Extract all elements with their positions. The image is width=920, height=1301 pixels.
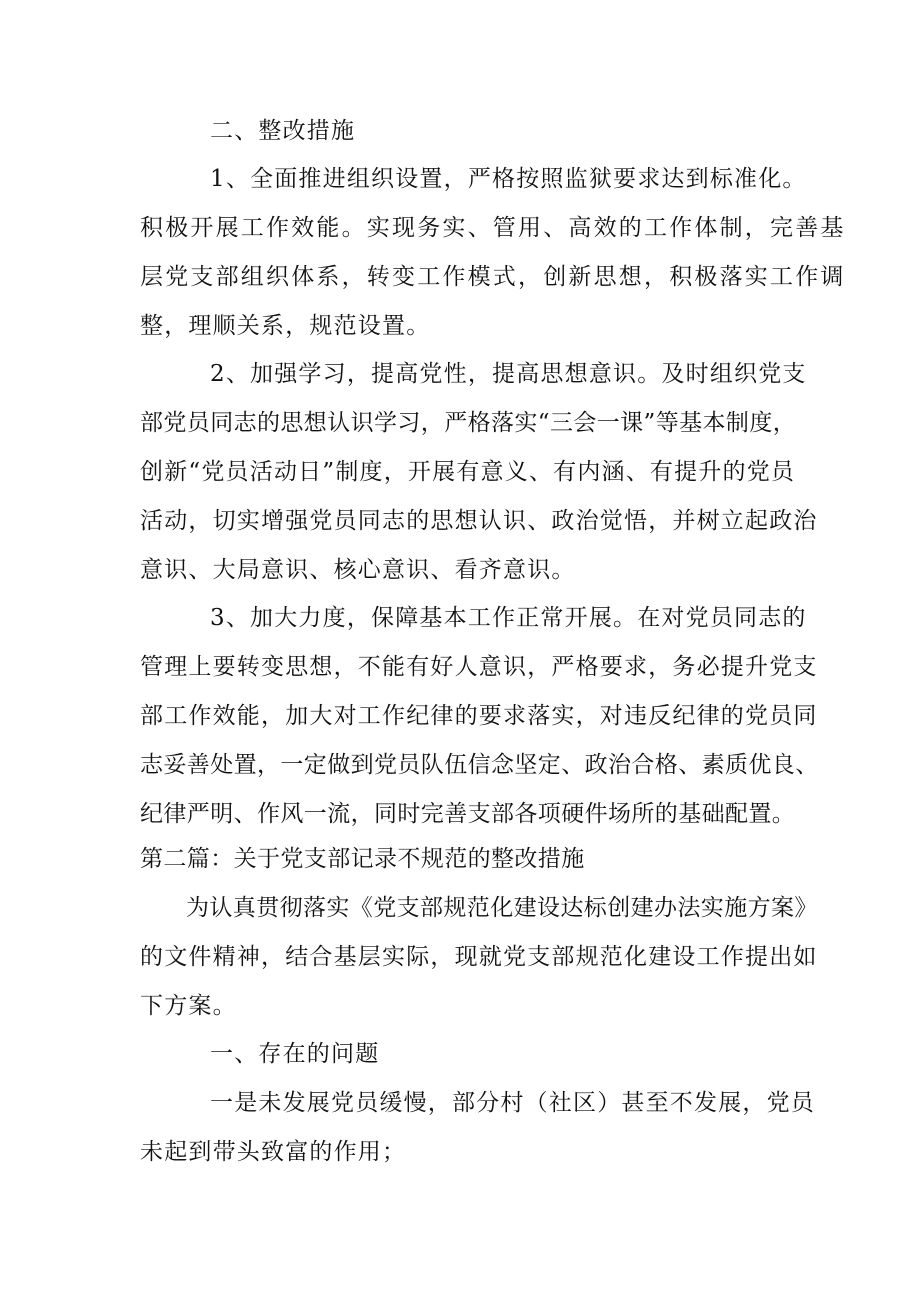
section-heading-measures: 二、整改措施 [210, 118, 356, 144]
item2-line3: 创新“党员活动日”制度，开展有意义、有内涵、有提升的党员 [140, 459, 796, 485]
item3-line2: 管理上要转变思想，不能有好人意识，严格要求，务必提升党支 [140, 654, 818, 680]
item2-line2: 部党员同志的思想认识学习，严格落实“三会一课”等基本制度， [140, 410, 797, 436]
intro-line2: 的文件精神，结合基层实际，现就党支部规范化建设工作提出如 [140, 944, 818, 970]
item1-line1: 1、全面推进组织设置，严格按照监狱要求达到标准化。 [210, 166, 807, 192]
problem1-line2: 未起到带头致富的作用； [140, 1139, 407, 1165]
item1-line3: 层党支部组织体系，转变工作模式，创新思想，积极落实工作调 [140, 264, 846, 290]
part2-title: 第二篇：关于党支部记录不规范的整改措施 [140, 846, 585, 872]
item3-line3: 部工作效能，加大对工作纪律的要求落实，对违反纪律的党员同 [140, 703, 818, 729]
item3-line1: 3、加大力度，保障基本工作正常开展。在对党员同志的 [210, 605, 807, 631]
item2-line1: 2、加强学习，提高党性，提高思想意识。及时组织党支 [210, 361, 807, 387]
item1-line4: 整，理顺关系，规范设置。 [140, 313, 431, 339]
item2-line5: 意识、大局意识、核心意识、看齐意识。 [140, 557, 576, 583]
item2-line4: 活动，切实增强党员同志的思想认识、政治觉悟，并树立起政治 [140, 508, 818, 534]
item3-line4: 志妥善处置，一定做到党员队伍信念坚定、政治合格、素质优良、 [140, 752, 819, 778]
item1-line2: 积极开展工作效能。实现务实、管用、高效的工作体制，完善基 [140, 215, 846, 241]
problems-heading: 一、存在的问题 [210, 1041, 380, 1067]
intro-line3: 下方案。 [140, 993, 237, 1019]
problem1-line1: 一是未发展党员缓慢，部分村（社区）甚至不发展，党员 [210, 1090, 815, 1116]
intro-line1: 为认真贯彻落实《党支部规范化建设达标创建办法实施方案》 [186, 895, 818, 921]
item3-line5: 纪律严明、作风一流，同时完善支部各项硬件场所的基础配置。 [140, 801, 796, 827]
